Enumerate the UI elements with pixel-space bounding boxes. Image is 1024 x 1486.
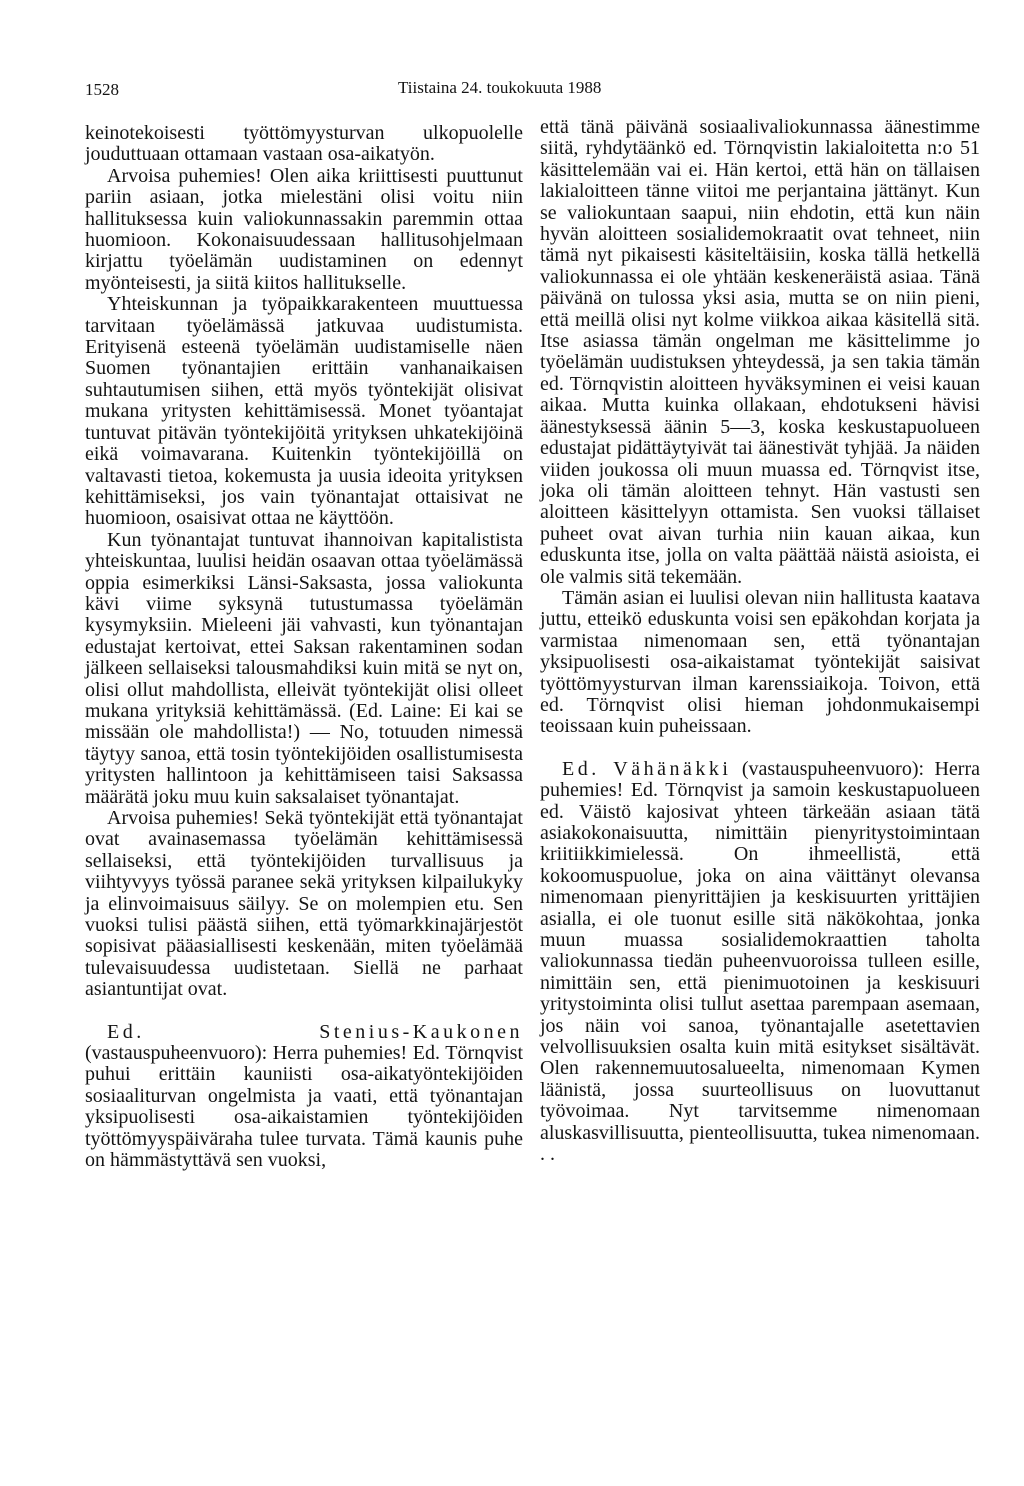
paragraph: Tämän asian ei luulisi olevan niin hallitusta kaatava juttu, etteikö eduskunta voisi sen epäkohdan korjata ja varmistaa nimenomaan sen, että työnantajan yksipuolisesti osa-aikaistamat työntekijät saisivat työttömyysturvan ilman karenssiaikoja. Toivon, että ed. Törnqvist olisi hieman johdonmukaisempi teoissaan kuin puheissaan.	[540, 586, 980, 738]
speaker-name: Ed. Vähänäkki	[562, 757, 732, 780]
paragraph: Yhteiskunnan ja työpaikkarakenteen muuttuessa tarvitaan työelämässä jatkuvaa uudistumista. Erityisenä esteenä työelämän uudistamiselle näen Suomen työnantajien erittäin vanhanaikaisen suhtautumisen siihen, että myös työntekijät olisivat mukana yritysten kehittämisessä. Monet työantajat tuntuvat pitävän työntekijöitä yrityksen uhkatekijöinä eikä voimavarana. Kuitenkin työntekijöillä on valtavasti tietoa, kokemusta ja uusia ideoita yrityksen kehittämiseksi, jos vain työnantajat ottaisivat ne huomioon, osaisivat ottaa ne käyttöön.	[85, 293, 523, 530]
left-column	[85, 123, 523, 1172]
paragraph: Kun työnantajat tuntuvat ihannoivan kapitalistista yhteiskuntaa, luulisi heidän osaavan ottaa työelämässä oppia esimerkiksi Länsi-Saksasta, jossa valiokunta kävi viime syksynä tutustumassa työelämän kysymyksiin. Mieleeni jäi vahvasti, kun työnantajan edustajat kertoivat, ettei Saksan rakentaminen sodan jälkeen sellaiseksi talousmahdiksi kuin mitä se nyt on, olisi ollut mahdollista, elleivät työntekijät olisi olleet mukana yrityksiä kehittämässä. (Ed. Laine: Ei kai se missään ole mahdollista!) — No, totuuden nimessä täytyy sanoa, että tosin työntekijöiden osallistumisesta yritysten hallintoon ja kehittämiseen taisi Saksassa määrätä joku muu kuin saksalaiset työnantajat.	[85, 528, 523, 808]
paragraph: keinotekoisesti työttömyysturvan ulkopuolelle jouduttuaan ottamaan vastaan osa-aikatyön.	[85, 122, 523, 166]
speech-text: (vastauspuheenvuoro): Herra puhemies! Ed. Törnqvist puhui erittäin kauniisti osa-aikatyöntekijöiden sosiaaliturvan ongelmista ja vaati, että työnantajan yksipuolisesti osa-aikaistamien työntekijöiden työttömyyspäiväraha tulee turvata. Tämä kaunis puhe on hämmästyttävä sen vuoksi,	[85, 1042, 523, 1172]
paragraph: että tänä päivänä sosiaalivaliokunnassa äänestimme siitä, ryhdytäänkö ed. Törnqvistin lakialoitetta n:o 51 käsittelemään vai ei. Hän kertoi, että hän on tällaisen lakialoitteen tänne viitoi me perjantaina jättänyt. Kun se valiokuntaan saapui, niin ehdotin, että kun näin hyvän aloitteen sosialidemokraatit ovat tehneet, niin tämä nyt pikaisesti käsiteltäisiin, koska tällä hetkellä valiokunnassa ei ole yhtään keskeneräistä asiaa. Tänä päivänä on tulossa yksi asia, mutta se on niin pieni, että meillä olisi nyt kolme viikkoa aikaa käsitellä sitä. Itse asiassa tämän ongelman me käsittelimme jo työelämän uudistuksen yhteydessä, ja sen takia tämän ed. Törnqvistin aloitteen hyväksyminen ei veisi kauan aikaa. Mutta kuinka ollakaan, ehdotukseni hävisi äänestyksessä äänin 5—3, koska keskustapuolueen edustajat pidättäytyivät tai äänestivät tyhjää. Ja näiden viiden joukossa oli muun muassa ed. Törnqvist itse, joka oli tämän aloitteen tehnyt. Hän vastusti sen aloitteen käsittelyyn ottamista. Sen vuoksi tällaiset puheet ovat aivan turhia niin kauan aikaa, kun eduskunta itse, jolla on valta päättää näistä asioista, ei ole valmis sitä tekemään.	[540, 116, 980, 588]
paragraph: Arvoisa puhemies! Olen aika kriittisesti puuttunut pariin asiaan, jotka mielestäni olisi voitu niin hallituksessa kuin valiokunnassakin paremmin ottaa huomioon. Kokonaisuudessaan hallitusohjelmaan kirjattu työelämän uudistaminen on edennyt myönteisesti, ja siitä kiitos hallitukselle.	[85, 164, 523, 294]
page-number: 1528	[85, 80, 119, 99]
speaker-name: Ed. Stenius-Kaukonen	[107, 1020, 523, 1043]
right-column	[540, 117, 980, 1166]
speech-stenius-kaukonen	[85, 1022, 523, 1172]
paragraph: Arvoisa puhemies! Sekä työntekijät että työnantajat ovat avainasemassa työelämän kehittämisessä sellaiseksi, että työntekijöiden turvallisuus ja viihtyvyys työssä paranee sekä yrityksen kilpailukyky ja elinvoimaisuus säilyy. Se on molempien etu. Sen vuoksi tulisi päästä siihen, että työmarkkinajärjestöt sopisivat pääasiallisesti keskenään, miten työelämää tulevaisuudessa uudistetaan. Siellä ne parhaat asiantuntijat ovat.	[85, 807, 523, 1001]
running-head: Tiistaina 24. toukokuuta 1988	[398, 78, 602, 97]
speech-text: (vastauspuheenvuoro): Herra puhemies! Ed. Törnqvist ja samoin keskustapuolueen ed. Väistö kajosivat yhteen tärkeään asiaan tätä asiakokonaisuutta, nimittäin pienyritystoimintaan kriitiikkimielessä. On ihmeellistä, että kokoomuspuolue, joka on aina väittänyt olevansa nimenomaan pienyrittäjien ja keskisuurten yrittäjien asialla, ei ole tuonut esille sitä näkökohtaa, jonka muun muassa sosialidemokraattien taholta valiokunnassa tiedän puheenvuoroissa tulleen esille, nimittäin sen, että pienimuotoinen ja keskisuuri yritystoiminta olisi tullut asettaa parempaan asemaan, jos näin voi sanoa, työnantajalle asetettavien velvollisuuksien osalta kuin mitä esitykset sisältävät. Olen rakennemuutosalueelta, nimenomaan Kymen läänistä, jossa suurteollisuus on luovuttanut työvoimaa. Nyt tarvitsemme nimenomaan aluskasvillisuutta, pienteollisuutta, tukea nimenomaan. . .	[540, 757, 980, 1166]
speech-vahanakki	[540, 759, 980, 1166]
